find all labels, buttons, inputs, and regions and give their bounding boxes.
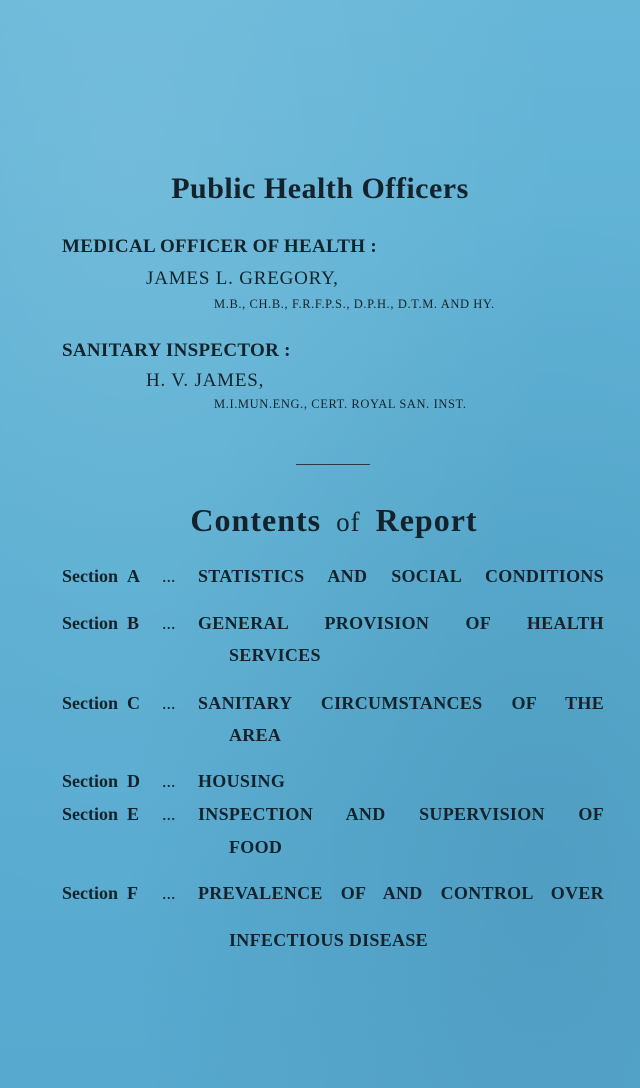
section-title-continued: FOOD	[229, 837, 283, 857]
officer-role-sanitary: SANITARY INSPECTOR :	[62, 340, 291, 361]
page-title: Public Health Officers	[171, 172, 469, 205]
section-title: INSPECTION AND SUPERVISION OF	[198, 804, 604, 824]
divider-rule	[296, 464, 370, 465]
section-title-continued: INFECTIOUS DISEASE	[229, 930, 428, 950]
section-title: STATISTICS AND SOCIAL CONDITIONS	[198, 566, 604, 586]
contents-heading-word: of	[336, 507, 361, 537]
section-label: Section B	[62, 613, 140, 633]
section-title: HOUSING	[198, 771, 286, 791]
officer-role-medical: MEDICAL OFFICER OF HEALTH :	[62, 236, 377, 257]
section-title: SANITARY CIRCUMSTANCES OF THE	[198, 693, 604, 713]
officer-qualifications-sanitary: M.I.MUN.ENG., CERT. ROYAL SAN. INST.	[214, 397, 467, 411]
section-leader-dots: ...	[162, 693, 176, 713]
section-leader-dots: ...	[162, 771, 176, 791]
contents-heading-word: Report	[375, 502, 478, 538]
section-leader-dots: ...	[162, 613, 176, 633]
section-title-continued: AREA	[229, 725, 282, 745]
officer-name-medical: JAMES L. GREGORY,	[146, 268, 339, 289]
section-title: GENERAL PROVISION OF HEALTH	[198, 613, 604, 633]
section-title-continued: SERVICES	[229, 645, 321, 665]
section-label: Section E	[62, 804, 140, 824]
contents-heading	[0, 502, 640, 539]
officer-qualifications-medical: M.B., CH.B., F.R.F.P.S., D.P.H., D.T.M. AND HY.	[214, 297, 495, 311]
section-label: Section F	[62, 883, 138, 903]
officer-name-sanitary: H. V. JAMES,	[146, 370, 265, 391]
section-label: Section C	[62, 693, 140, 713]
section-title: PREVALENCE OF AND CONTROL OVER	[198, 883, 604, 903]
section-leader-dots: ...	[162, 804, 176, 824]
contents-heading-word: Contents	[190, 502, 322, 538]
section-leader-dots: ...	[162, 883, 176, 903]
section-leader-dots: ...	[162, 566, 176, 586]
section-label: Section D	[62, 771, 140, 791]
section-label: Section A	[62, 566, 140, 586]
